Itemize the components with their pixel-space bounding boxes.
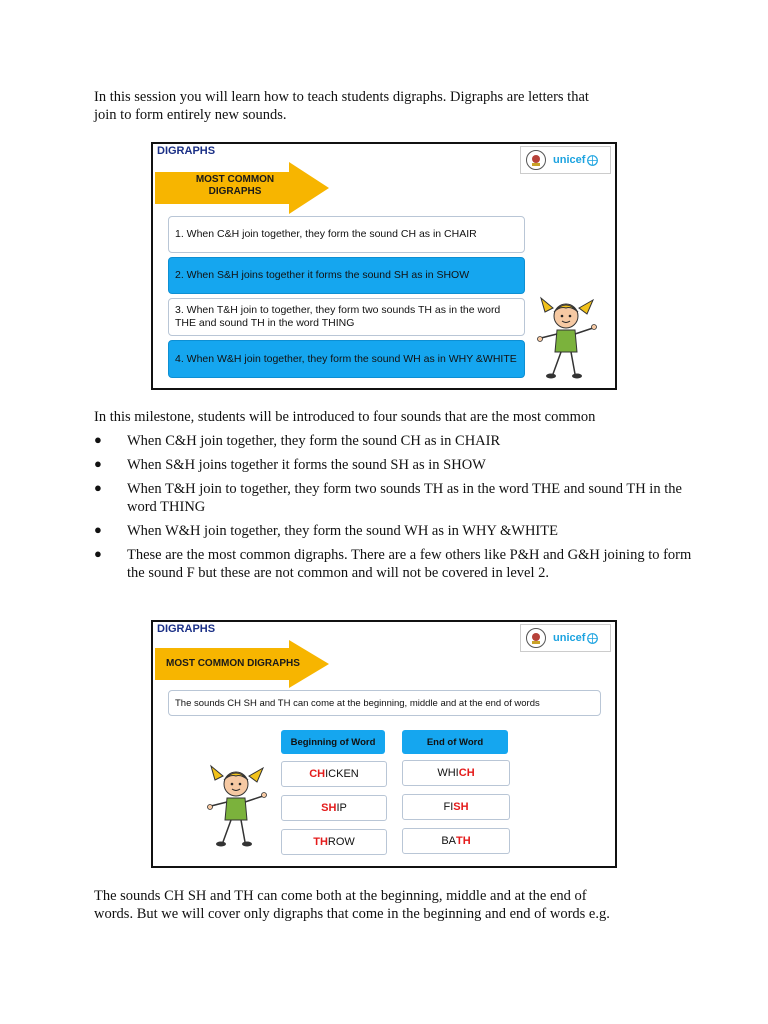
- logo-strip: [520, 624, 611, 652]
- word-ship: SH IP: [281, 795, 387, 821]
- bullet-icon: ●: [94, 456, 102, 471]
- globe-icon: [587, 633, 598, 644]
- slide-title: DIGRAPHS: [157, 145, 216, 157]
- word-fish: FI SH: [402, 794, 510, 820]
- slide-digraphs-1: [151, 142, 617, 390]
- list-item: ● When S&H joins together it forms the sound SH as in SHOW: [94, 456, 486, 473]
- statement-box: The sounds CH SH and TH can come at the beginning, middle and at the end of words: [168, 690, 601, 716]
- list-item: ● When T&H join to together, they form two sounds TH as in the word THE and sound TH in the word THING: [94, 480, 682, 515]
- list-item: ● When W&H join together, they form the sound WH as in WHY &WHITE: [94, 522, 558, 539]
- closing-paragraph: [94, 887, 694, 923]
- list-item: ● These are the most common digraphs. There are a few others like P&H and G&H joining to form the sound F but these are not common and will not be covered in level 2.: [94, 546, 692, 581]
- digraph-item-3: 3. When T&H join to together, they form two sounds TH as in the word THE and sound TH in the word THING: [168, 298, 525, 336]
- bullet-icon: ●: [94, 546, 102, 561]
- list-item: ● When C&H join together, they form the sound CH as in CHAIR: [94, 432, 501, 449]
- word-chicken: CH ICKEN: [281, 761, 387, 787]
- bullet-icon: ●: [94, 522, 102, 537]
- intro-line-2: join to form entirely new sounds.: [94, 107, 287, 123]
- logo-strip: [520, 146, 611, 174]
- cartoon-girl-illustration: [201, 762, 273, 850]
- word-bath: BA TH: [402, 828, 510, 854]
- arrow-banner-label: MOST COMMON DIGRAPHS: [195, 174, 275, 197]
- emblem-icon: [525, 627, 547, 649]
- cartoon-girl-illustration: [531, 294, 603, 382]
- globe-icon: [587, 155, 598, 166]
- digraph-item-1: 1. When C&H join together, they form the sound CH as in CHAIR: [168, 216, 525, 253]
- closing-line-2: words. But we will cover only digraphs that come in the beginning and end of words e.g.: [94, 906, 610, 922]
- column-header-beginning: Beginning of Word: [281, 730, 385, 754]
- bullet-icon: ●: [94, 432, 102, 447]
- milestone-heading: In this milestone, students will be introduced to four sounds that are the most common: [94, 409, 596, 425]
- word-which: WHI CH: [402, 760, 510, 786]
- intro-paragraph: [94, 88, 694, 124]
- slide-title: DIGRAPHS: [157, 623, 216, 635]
- milestone-bullet-list: [94, 432, 694, 588]
- digraph-item-4: 4. When W&H join together, they form the sound WH as in WHY &WHITE: [168, 340, 525, 378]
- slide-digraphs-2: [151, 620, 617, 868]
- column-header-end: End of Word: [402, 730, 508, 754]
- unicef-logo: unicef: [553, 632, 598, 644]
- emblem-icon: [525, 149, 547, 171]
- closing-line-1: The sounds CH SH and TH can come both at the beginning, middle and at the end of: [94, 888, 587, 904]
- intro-line-1: In this session you will learn how to teach students digraphs. Digraphs are letters that: [94, 89, 589, 105]
- digraph-item-2: 2. When S&H joins together it forms the sound SH as in SHOW: [168, 257, 525, 294]
- bullet-icon: ●: [94, 480, 102, 495]
- unicef-logo: unicef: [553, 154, 598, 166]
- arrow-banner-label: MOST COMMON DIGRAPHS: [166, 658, 300, 669]
- word-throw: TH ROW: [281, 829, 387, 855]
